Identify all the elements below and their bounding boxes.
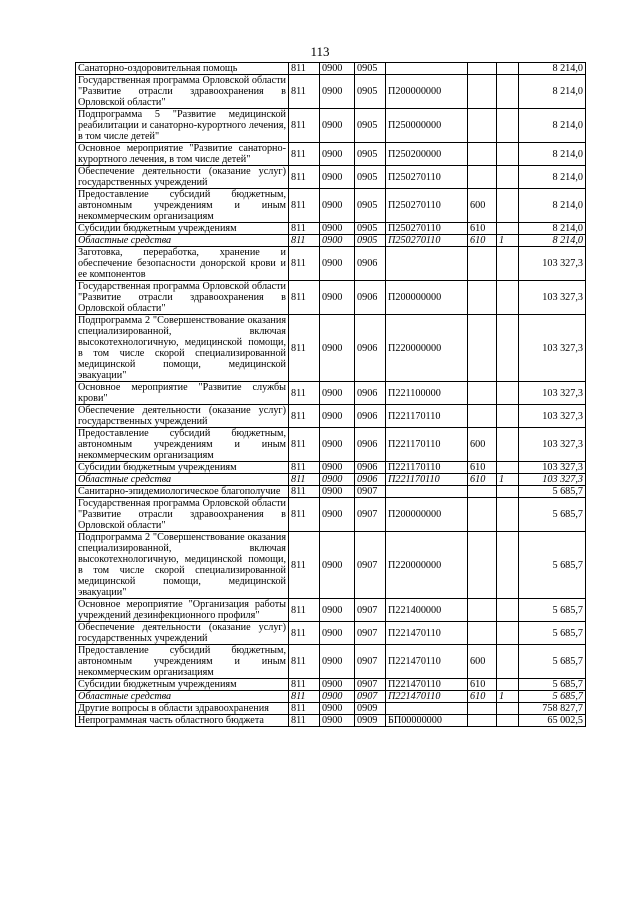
subsection-code: 0906 <box>355 462 386 474</box>
section-code: 0900 <box>320 143 355 166</box>
row-name: Предоставление субсидий бюджетным, автономным учреждениям и иным некоммерческим организациям <box>76 645 289 679</box>
subsection-code: 0909 <box>355 703 386 715</box>
gr-code: 811 <box>289 428 320 462</box>
table-row <box>76 679 586 691</box>
expense-type-code <box>468 715 497 727</box>
amount: 8 214,0 <box>519 166 586 189</box>
expense-type-code <box>468 382 497 405</box>
funding-source-code <box>497 223 519 235</box>
expense-type-code: 600 <box>468 189 497 223</box>
subsection-code: 0907 <box>355 645 386 679</box>
row-name: Заготовка, переработка, хранение и обеспечение безопасности донорской крови и ее компонентов <box>76 247 289 281</box>
funding-source-code: 1 <box>497 691 519 703</box>
page-number: 113 <box>310 44 330 59</box>
row-name: Основное мероприятие "Развитие службы крови" <box>76 382 289 405</box>
table-row <box>76 622 586 645</box>
target-article-code: П250000000 <box>386 109 468 143</box>
section-code: 0900 <box>320 703 355 715</box>
table-row <box>76 532 586 599</box>
gr-code: 811 <box>289 247 320 281</box>
expense-type-code <box>468 498 497 532</box>
funding-source-code <box>497 645 519 679</box>
expense-type-code: 610 <box>468 235 497 247</box>
expense-type-code: 610 <box>468 474 497 486</box>
funding-source-code <box>497 405 519 428</box>
table-row <box>76 143 586 166</box>
section-code: 0900 <box>320 679 355 691</box>
subsection-code: 0907 <box>355 622 386 645</box>
subsection-code: 0906 <box>355 315 386 382</box>
row-name: Подпрограмма 5 "Развитие медицинской реабилитации и санаторно-курортного лечения, в том числе детей" <box>76 109 289 143</box>
target-article-code: БП00000000 <box>386 715 468 727</box>
target-article-code: П250270110 <box>386 223 468 235</box>
target-article-code: П221470110 <box>386 622 468 645</box>
amount: 5 685,7 <box>519 645 586 679</box>
row-name: Субсидии бюджетным учреждениям <box>76 462 289 474</box>
section-code: 0900 <box>320 498 355 532</box>
expense-type-code <box>468 166 497 189</box>
target-article-code: П250200000 <box>386 143 468 166</box>
row-name: Государственная программа Орловской области "Развитие отрасли здравоохранения в Орловской области" <box>76 75 289 109</box>
amount: 5 685,7 <box>519 498 586 532</box>
section-code: 0900 <box>320 486 355 498</box>
subsection-code: 0906 <box>355 247 386 281</box>
amount: 103 327,3 <box>519 247 586 281</box>
target-article-code <box>386 247 468 281</box>
row-name: Санитарно-эпидемиологическое благополучие <box>76 486 289 498</box>
section-code: 0900 <box>320 281 355 315</box>
target-article-code: П221170110 <box>386 428 468 462</box>
section-code: 0900 <box>320 166 355 189</box>
expense-type-code <box>468 75 497 109</box>
section-code: 0900 <box>320 405 355 428</box>
funding-source-code <box>497 486 519 498</box>
section-code: 0900 <box>320 599 355 622</box>
expense-type-code: 600 <box>468 645 497 679</box>
funding-source-code <box>497 315 519 382</box>
target-article-code <box>386 486 468 498</box>
expense-type-code: 610 <box>468 679 497 691</box>
gr-code: 811 <box>289 474 320 486</box>
gr-code: 811 <box>289 715 320 727</box>
row-name: Областные средства <box>76 474 289 486</box>
gr-code: 811 <box>289 498 320 532</box>
amount: 103 327,3 <box>519 462 586 474</box>
section-code: 0900 <box>320 715 355 727</box>
table-row <box>76 428 586 462</box>
amount: 103 327,3 <box>519 405 586 428</box>
gr-code: 811 <box>289 622 320 645</box>
gr-code: 811 <box>289 63 320 75</box>
expense-type-code <box>468 143 497 166</box>
gr-code: 811 <box>289 315 320 382</box>
funding-source-code <box>497 599 519 622</box>
gr-code: 811 <box>289 223 320 235</box>
section-code: 0900 <box>320 428 355 462</box>
subsection-code: 0906 <box>355 405 386 428</box>
amount: 8 214,0 <box>519 235 586 247</box>
row-name: Обеспечение деятельности (оказание услуг) государственных учреждений <box>76 622 289 645</box>
budget-table <box>75 62 586 727</box>
gr-code: 811 <box>289 532 320 599</box>
table-row <box>76 189 586 223</box>
expense-type-code <box>468 486 497 498</box>
subsection-code: 0909 <box>355 715 386 727</box>
row-name: Непрограммная часть областного бюджета <box>76 715 289 727</box>
gr-code: 811 <box>289 189 320 223</box>
expense-type-code <box>468 405 497 428</box>
amount: 103 327,3 <box>519 474 586 486</box>
funding-source-code <box>497 143 519 166</box>
target-article-code <box>386 63 468 75</box>
row-name: Санаторно-оздоровительная помощь <box>76 63 289 75</box>
table-row <box>76 462 586 474</box>
funding-source-code <box>497 166 519 189</box>
target-article-code: П220000000 <box>386 315 468 382</box>
target-article-code: П221170110 <box>386 462 468 474</box>
row-name: Подпрограмма 2 "Совершенствование оказания специализированной, включая высокотехнологичную, медицинской помощи, в том числе скорой специализированной медицинской помощи, медицинской эвакуации" <box>76 532 289 599</box>
target-article-code: П250270110 <box>386 166 468 189</box>
gr-code: 811 <box>289 691 320 703</box>
section-code: 0900 <box>320 474 355 486</box>
target-article-code: П220000000 <box>386 532 468 599</box>
amount: 8 214,0 <box>519 223 586 235</box>
amount: 8 214,0 <box>519 189 586 223</box>
table-row <box>76 691 586 703</box>
funding-source-code <box>497 703 519 715</box>
amount: 5 685,7 <box>519 486 586 498</box>
table-row <box>76 645 586 679</box>
subsection-code: 0906 <box>355 474 386 486</box>
row-name: Государственная программа Орловской области "Развитие отрасли здравоохранения в Орловской области" <box>76 281 289 315</box>
row-name: Обеспечение деятельности (оказание услуг) государственных учреждений <box>76 166 289 189</box>
target-article-code: П250270110 <box>386 235 468 247</box>
table-row <box>76 474 586 486</box>
funding-source-code <box>497 462 519 474</box>
row-name: Субсидии бюджетным учреждениям <box>76 223 289 235</box>
subsection-code: 0905 <box>355 75 386 109</box>
section-code: 0900 <box>320 622 355 645</box>
subsection-code: 0905 <box>355 223 386 235</box>
subsection-code: 0906 <box>355 428 386 462</box>
section-code: 0900 <box>320 382 355 405</box>
funding-source-code <box>497 679 519 691</box>
target-article-code: П221470110 <box>386 645 468 679</box>
funding-source-code <box>497 75 519 109</box>
subsection-code: 0905 <box>355 143 386 166</box>
row-name: Государственная программа Орловской области "Развитие отрасли здравоохранения в Орловской области" <box>76 498 289 532</box>
subsection-code: 0907 <box>355 532 386 599</box>
section-code: 0900 <box>320 315 355 382</box>
funding-source-code <box>497 109 519 143</box>
section-code: 0900 <box>320 645 355 679</box>
gr-code: 811 <box>289 281 320 315</box>
row-name: Субсидии бюджетным учреждениям <box>76 679 289 691</box>
table-row <box>76 498 586 532</box>
gr-code: 811 <box>289 235 320 247</box>
target-article-code: П221470110 <box>386 679 468 691</box>
target-article-code: П221100000 <box>386 382 468 405</box>
funding-source-code <box>497 382 519 405</box>
subsection-code: 0905 <box>355 189 386 223</box>
table-row <box>76 715 586 727</box>
amount: 8 214,0 <box>519 143 586 166</box>
target-article-code: П200000000 <box>386 498 468 532</box>
section-code: 0900 <box>320 532 355 599</box>
expense-type-code <box>468 532 497 599</box>
table-row <box>76 223 586 235</box>
subsection-code: 0906 <box>355 281 386 315</box>
subsection-code: 0907 <box>355 679 386 691</box>
amount: 103 327,3 <box>519 382 586 405</box>
funding-source-code <box>497 715 519 727</box>
gr-code: 811 <box>289 462 320 474</box>
expense-type-code <box>468 703 497 715</box>
funding-source-code <box>497 428 519 462</box>
row-name: Основное мероприятие "Развитие санаторно-курортного лечения, в том числе детей" <box>76 143 289 166</box>
expense-type-code <box>468 247 497 281</box>
gr-code: 811 <box>289 645 320 679</box>
row-name: Предоставление субсидий бюджетным, автономным учреждениям и иным некоммерческим организациям <box>76 428 289 462</box>
gr-code: 811 <box>289 143 320 166</box>
subsection-code: 0907 <box>355 486 386 498</box>
row-name: Областные средства <box>76 235 289 247</box>
subsection-code: 0905 <box>355 63 386 75</box>
amount: 8 214,0 <box>519 109 586 143</box>
expense-type-code: 610 <box>468 223 497 235</box>
amount: 5 685,7 <box>519 679 586 691</box>
expense-type-code: 600 <box>468 428 497 462</box>
amount: 103 327,3 <box>519 315 586 382</box>
gr-code: 811 <box>289 703 320 715</box>
amount: 5 685,7 <box>519 532 586 599</box>
gr-code: 811 <box>289 109 320 143</box>
subsection-code: 0906 <box>355 382 386 405</box>
row-name: Основное мероприятие "Организация работы учреждений дезинфекционного профиля" <box>76 599 289 622</box>
gr-code: 811 <box>289 405 320 428</box>
amount: 8 214,0 <box>519 75 586 109</box>
target-article-code <box>386 703 468 715</box>
funding-source-code: 1 <box>497 235 519 247</box>
table-row <box>76 382 586 405</box>
section-code: 0900 <box>320 247 355 281</box>
subsection-code: 0905 <box>355 166 386 189</box>
table-row <box>76 75 586 109</box>
funding-source-code <box>497 622 519 645</box>
funding-source-code <box>497 498 519 532</box>
expense-type-code <box>468 63 497 75</box>
amount: 5 685,7 <box>519 622 586 645</box>
table-row <box>76 63 586 75</box>
table-row <box>76 315 586 382</box>
section-code: 0900 <box>320 63 355 75</box>
amount: 5 685,7 <box>519 599 586 622</box>
expense-type-code <box>468 315 497 382</box>
funding-source-code: 1 <box>497 474 519 486</box>
gr-code: 811 <box>289 75 320 109</box>
gr-code: 811 <box>289 679 320 691</box>
table-row <box>76 405 586 428</box>
section-code: 0900 <box>320 462 355 474</box>
target-article-code: П250270110 <box>386 189 468 223</box>
row-name: Обеспечение деятельности (оказание услуг) государственных учреждений <box>76 405 289 428</box>
gr-code: 811 <box>289 166 320 189</box>
subsection-code: 0907 <box>355 691 386 703</box>
target-article-code: П200000000 <box>386 281 468 315</box>
section-code: 0900 <box>320 189 355 223</box>
amount: 103 327,3 <box>519 281 586 315</box>
amount: 8 214,0 <box>519 63 586 75</box>
funding-source-code <box>497 247 519 281</box>
section-code: 0900 <box>320 75 355 109</box>
table-row <box>76 599 586 622</box>
amount: 5 685,7 <box>519 691 586 703</box>
gr-code: 811 <box>289 599 320 622</box>
subsection-code: 0905 <box>355 109 386 143</box>
table-row <box>76 703 586 715</box>
section-code: 0900 <box>320 109 355 143</box>
target-article-code: П221470110 <box>386 691 468 703</box>
section-code: 0900 <box>320 691 355 703</box>
row-name: Областные средства <box>76 691 289 703</box>
table-body <box>76 63 586 727</box>
target-article-code: П200000000 <box>386 75 468 109</box>
expense-type-code: 610 <box>468 691 497 703</box>
subsection-code: 0907 <box>355 599 386 622</box>
row-name: Другие вопросы в области здравоохранения <box>76 703 289 715</box>
table-row <box>76 486 586 498</box>
subsection-code: 0907 <box>355 498 386 532</box>
table-row <box>76 166 586 189</box>
table-row <box>76 109 586 143</box>
row-name: Подпрограмма 2 "Совершенствование оказания специализированной, включая высокотехнологичную, медицинской помощи, в том числе скорой специализированной медицинской помощи, медицинской эвакуации" <box>76 315 289 382</box>
funding-source-code <box>497 189 519 223</box>
expense-type-code <box>468 622 497 645</box>
funding-source-code <box>497 63 519 75</box>
funding-source-code <box>497 281 519 315</box>
expense-type-code: 610 <box>468 462 497 474</box>
gr-code: 811 <box>289 382 320 405</box>
expense-type-code <box>468 599 497 622</box>
table-row <box>76 281 586 315</box>
expense-type-code <box>468 281 497 315</box>
target-article-code: П221170110 <box>386 405 468 428</box>
funding-source-code <box>497 532 519 599</box>
table-row <box>76 247 586 281</box>
expense-type-code <box>468 109 497 143</box>
target-article-code: П221400000 <box>386 599 468 622</box>
table-row <box>76 235 586 247</box>
section-code: 0900 <box>320 235 355 247</box>
row-name: Предоставление субсидий бюджетным, автономным учреждениям и иным некоммерческим организациям <box>76 189 289 223</box>
amount: 103 327,3 <box>519 428 586 462</box>
amount: 65 002,5 <box>519 715 586 727</box>
target-article-code: П221170110 <box>386 474 468 486</box>
section-code: 0900 <box>320 223 355 235</box>
subsection-code: 0905 <box>355 235 386 247</box>
amount: 758 827,7 <box>519 703 586 715</box>
gr-code: 811 <box>289 486 320 498</box>
